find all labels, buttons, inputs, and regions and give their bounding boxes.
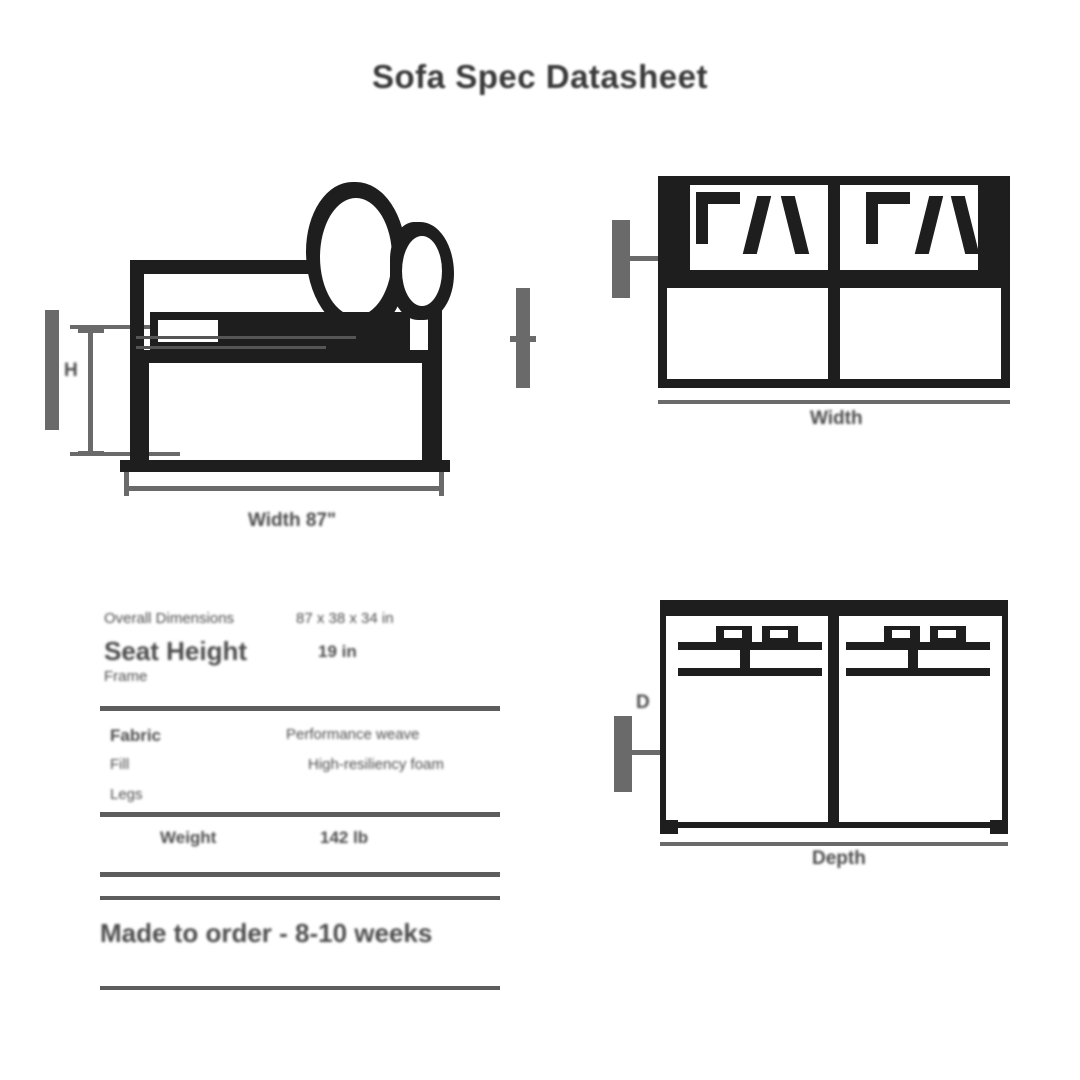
front-arm-right (978, 184, 1004, 284)
side-height-dim-line (88, 328, 93, 456)
front-width-dim-line (658, 400, 1010, 404)
spec-row-3-value: Performance weave (286, 726, 420, 743)
top-leg-front-right (990, 820, 1008, 834)
spec-row-6-value: 142 lb (320, 828, 369, 847)
spec-row-5-label: Legs (110, 786, 143, 803)
spec-row-1-value: 19 in (318, 642, 357, 661)
front-cushion-chevron-right-2 (866, 192, 878, 244)
side-detail-rule-1 (136, 336, 356, 339)
spec-row-0-label: Overall Dimensions (104, 610, 235, 627)
top-leg-front-left (660, 820, 678, 834)
side-width-dim-tick-right (439, 472, 444, 496)
spec-row-3-label: Fabric (110, 726, 162, 745)
top-cushion-seam-right-4 (846, 668, 990, 676)
top-cushion-v-right (908, 644, 918, 672)
spec-divider-1 (100, 706, 500, 711)
side-back-pillow-inner (320, 198, 392, 316)
spec-row-0-value: 87 x 38 x 34 in (296, 610, 394, 627)
top-depth-dim-label: Depth (812, 848, 866, 869)
side-base-bottom (120, 460, 450, 472)
side-view-drawing (40, 160, 560, 560)
spec-footer: Made to order - 8-10 weeks (100, 918, 433, 948)
top-cushion-notch-left-a (724, 630, 742, 638)
front-seat-rail (664, 270, 1004, 288)
side-right-dim-tick (510, 336, 536, 342)
spec-row-1-label: Seat Height (104, 636, 248, 666)
top-cushion-v-left (740, 644, 750, 672)
top-cushion-notch-left-b (770, 630, 788, 638)
side-height-dim-bar (45, 310, 59, 430)
top-cushion-notch-right-b (938, 630, 956, 638)
spec-row-2-label: Frame (104, 668, 148, 685)
front-width-dim-label: Width (810, 408, 863, 429)
front-arm-left (664, 184, 690, 284)
front-lower-divider (828, 288, 840, 384)
top-side-dim-label: D (636, 692, 650, 713)
spec-divider-4 (100, 896, 500, 900)
side-extension-line-bottom (70, 452, 180, 456)
page-title: Sofa Spec Datasheet (372, 58, 708, 95)
side-width-dim-label: Width 87" (248, 510, 337, 531)
top-view-drawing (600, 580, 1040, 880)
front-cushion-chevron-left-2 (696, 192, 708, 244)
top-cushion-seam-left-4 (678, 668, 822, 676)
side-accent-pillow-inner (402, 236, 442, 306)
spec-row-4-label: Fill (110, 756, 130, 773)
side-height-dim-label: H (64, 360, 78, 381)
side-detail-rule-2 (136, 346, 326, 349)
spec-row-6-label: Weight (160, 828, 217, 847)
spec-table (100, 600, 500, 1000)
spec-divider-3 (100, 872, 500, 877)
front-view-drawing (600, 150, 1040, 450)
spec-row-4-value: High-resiliency foam (308, 756, 444, 773)
spec-divider-2 (100, 812, 500, 817)
top-depth-dim-line (660, 842, 1008, 846)
top-center-divider (828, 600, 839, 828)
side-width-dim-tick-left (124, 472, 129, 496)
side-width-dim-line (124, 486, 444, 491)
spec-divider-5 (100, 986, 500, 990)
side-base-left-leg (136, 360, 149, 470)
side-base-right-leg (422, 360, 435, 470)
top-cushion-notch-right-a (892, 630, 910, 638)
